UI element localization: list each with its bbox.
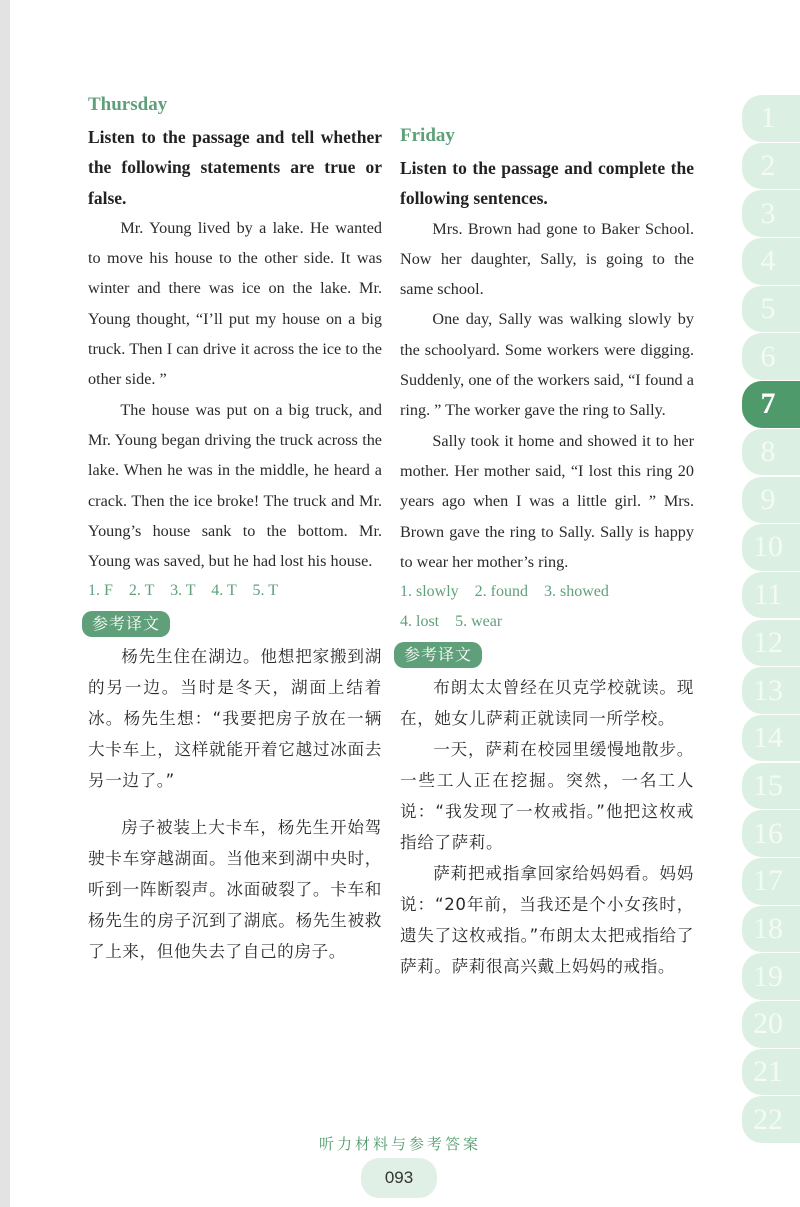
chapter-tab-9[interactable]: 9 — [742, 477, 800, 524]
friday-answers-line-1: 1. slowly 2. found 3. showed — [400, 583, 609, 601]
chapter-tab-17[interactable]: 17 — [742, 858, 800, 905]
friday-heading: Friday — [400, 125, 455, 146]
chapter-tab-7-active[interactable]: 7 — [742, 381, 800, 428]
chapter-tab-22[interactable]: 22 — [742, 1096, 800, 1143]
footer-title: 听力材料与参考答案 — [318, 1135, 481, 1153]
chapter-tabs — [742, 95, 800, 1144]
friday-translation-paragraph: 萨莉把戒指拿回家给妈妈看。妈妈说：“20年前，当我还是个小女孩时，遗失了这枚戒指。”布朗太太把戒指给了萨莉。萨莉很高兴戴上妈妈的戒指。 — [400, 863, 694, 976]
chapter-tab-13[interactable]: 13 — [742, 667, 800, 714]
page-number: 093 — [361, 1158, 437, 1198]
chapter-tab-6[interactable]: 6 — [742, 333, 800, 380]
chapter-tab-4[interactable]: 4 — [742, 238, 800, 285]
friday-paragraph: Sally took it home and showed it to her mother. Her mother said, “I lost this ring 20 years ago when I was a little girl. ” Mrs. Brown gave the ring to Sally. Sally is happy to wear her mother’s ring. — [400, 431, 694, 571]
thursday-instruction: Listen to the passage and tell whether the following statements are true or false. — [88, 127, 382, 208]
chapter-tab-3[interactable]: 3 — [742, 190, 800, 237]
chapter-tab-21[interactable]: 21 — [742, 1049, 800, 1096]
friday-translation-badge: 参考译文 — [394, 642, 482, 668]
chapter-tab-18[interactable]: 18 — [742, 906, 800, 953]
chapter-tab-12[interactable]: 12 — [742, 620, 800, 667]
friday-answers-line-2: 4. lost 5. wear — [400, 613, 503, 631]
thursday-answers: 1. F 2. T 3. T 4. T 5. T — [88, 582, 278, 600]
friday-paragraph: One day, Sally was walking slowly by the schoolyard. Some workers were digging. Suddenly, one of the workers said, “I found a ring. ” The worker gave the ring to Sally. — [400, 310, 694, 420]
chapter-tab-15[interactable]: 15 — [742, 763, 800, 810]
thursday-heading: Thursday — [88, 94, 168, 115]
friday-instruction: Listen to the passage and complete the following sentences. — [400, 158, 694, 209]
chapter-tab-2[interactable]: 2 — [742, 143, 800, 190]
chapter-tab-10[interactable]: 10 — [742, 524, 800, 571]
thursday-translation-paragraph: 杨先生住在湖边。他想把家搬到湖的另一边。当时是冬天，湖面上结着冰。杨先生想：“我要把房子放在一辆大卡车上，这样就能开着它越过冰面去另一边了。” — [88, 646, 382, 790]
chapter-tab-5[interactable]: 5 — [742, 286, 800, 333]
chapter-tab-16[interactable]: 16 — [742, 810, 800, 857]
thursday-translation-badge: 参考译文 — [82, 611, 170, 637]
friday-translation-paragraph: 布朗太太曾经在贝克学校就读。现在，她女儿萨莉正就读同一所学校。 — [400, 677, 694, 728]
friday-column — [400, 123, 694, 982]
friday-translation-paragraph: 一天，萨莉在校园里缓慢地散步。一些工人正在挖掘。突然，一名工人说：“我发现了一枚戒指。”他把这枚戒指给了萨莉。 — [400, 739, 694, 852]
chapter-tab-1[interactable]: 1 — [742, 95, 800, 142]
chapter-tab-20[interactable]: 20 — [742, 1001, 800, 1048]
thursday-paragraph: The house was put on a big truck, and Mr. Young began driving the truck across the lake. When he was in the middle, he heard a crack. Then the ice broke! The truck and Mr. Young’s house sank to the bottom. Mr. Young was saved, but he had lost his house. — [88, 400, 382, 571]
chapter-tab-11[interactable]: 11 — [742, 572, 800, 619]
thursday-translation-paragraph: 房子被装上大卡车，杨先生开始驾驶卡车穿越湖面。当他来到湖中央时，听到一阵断裂声。冰面破裂了。卡车和杨先生的房子沉到了湖底。杨先生被救了上来，但他失去了自己的房子。 — [88, 817, 382, 961]
page-binding-edge — [0, 0, 10, 1207]
friday-paragraph: Mrs. Brown had gone to Baker School. Now her daughter, Sally, is going to the same school. — [400, 219, 694, 299]
chapter-tab-19[interactable]: 19 — [742, 953, 800, 1000]
chapter-tab-14[interactable]: 14 — [742, 715, 800, 762]
thursday-column — [88, 92, 382, 967]
chapter-tab-8[interactable]: 8 — [742, 429, 800, 476]
thursday-paragraph: Mr. Young lived by a lake. He wanted to move his house to the other side. It was winter and there was ice on the lake. Mr. Young thought, “I’ll put my house on a big truck. Then I can drive it across the ice to the other side. ” — [88, 218, 382, 389]
